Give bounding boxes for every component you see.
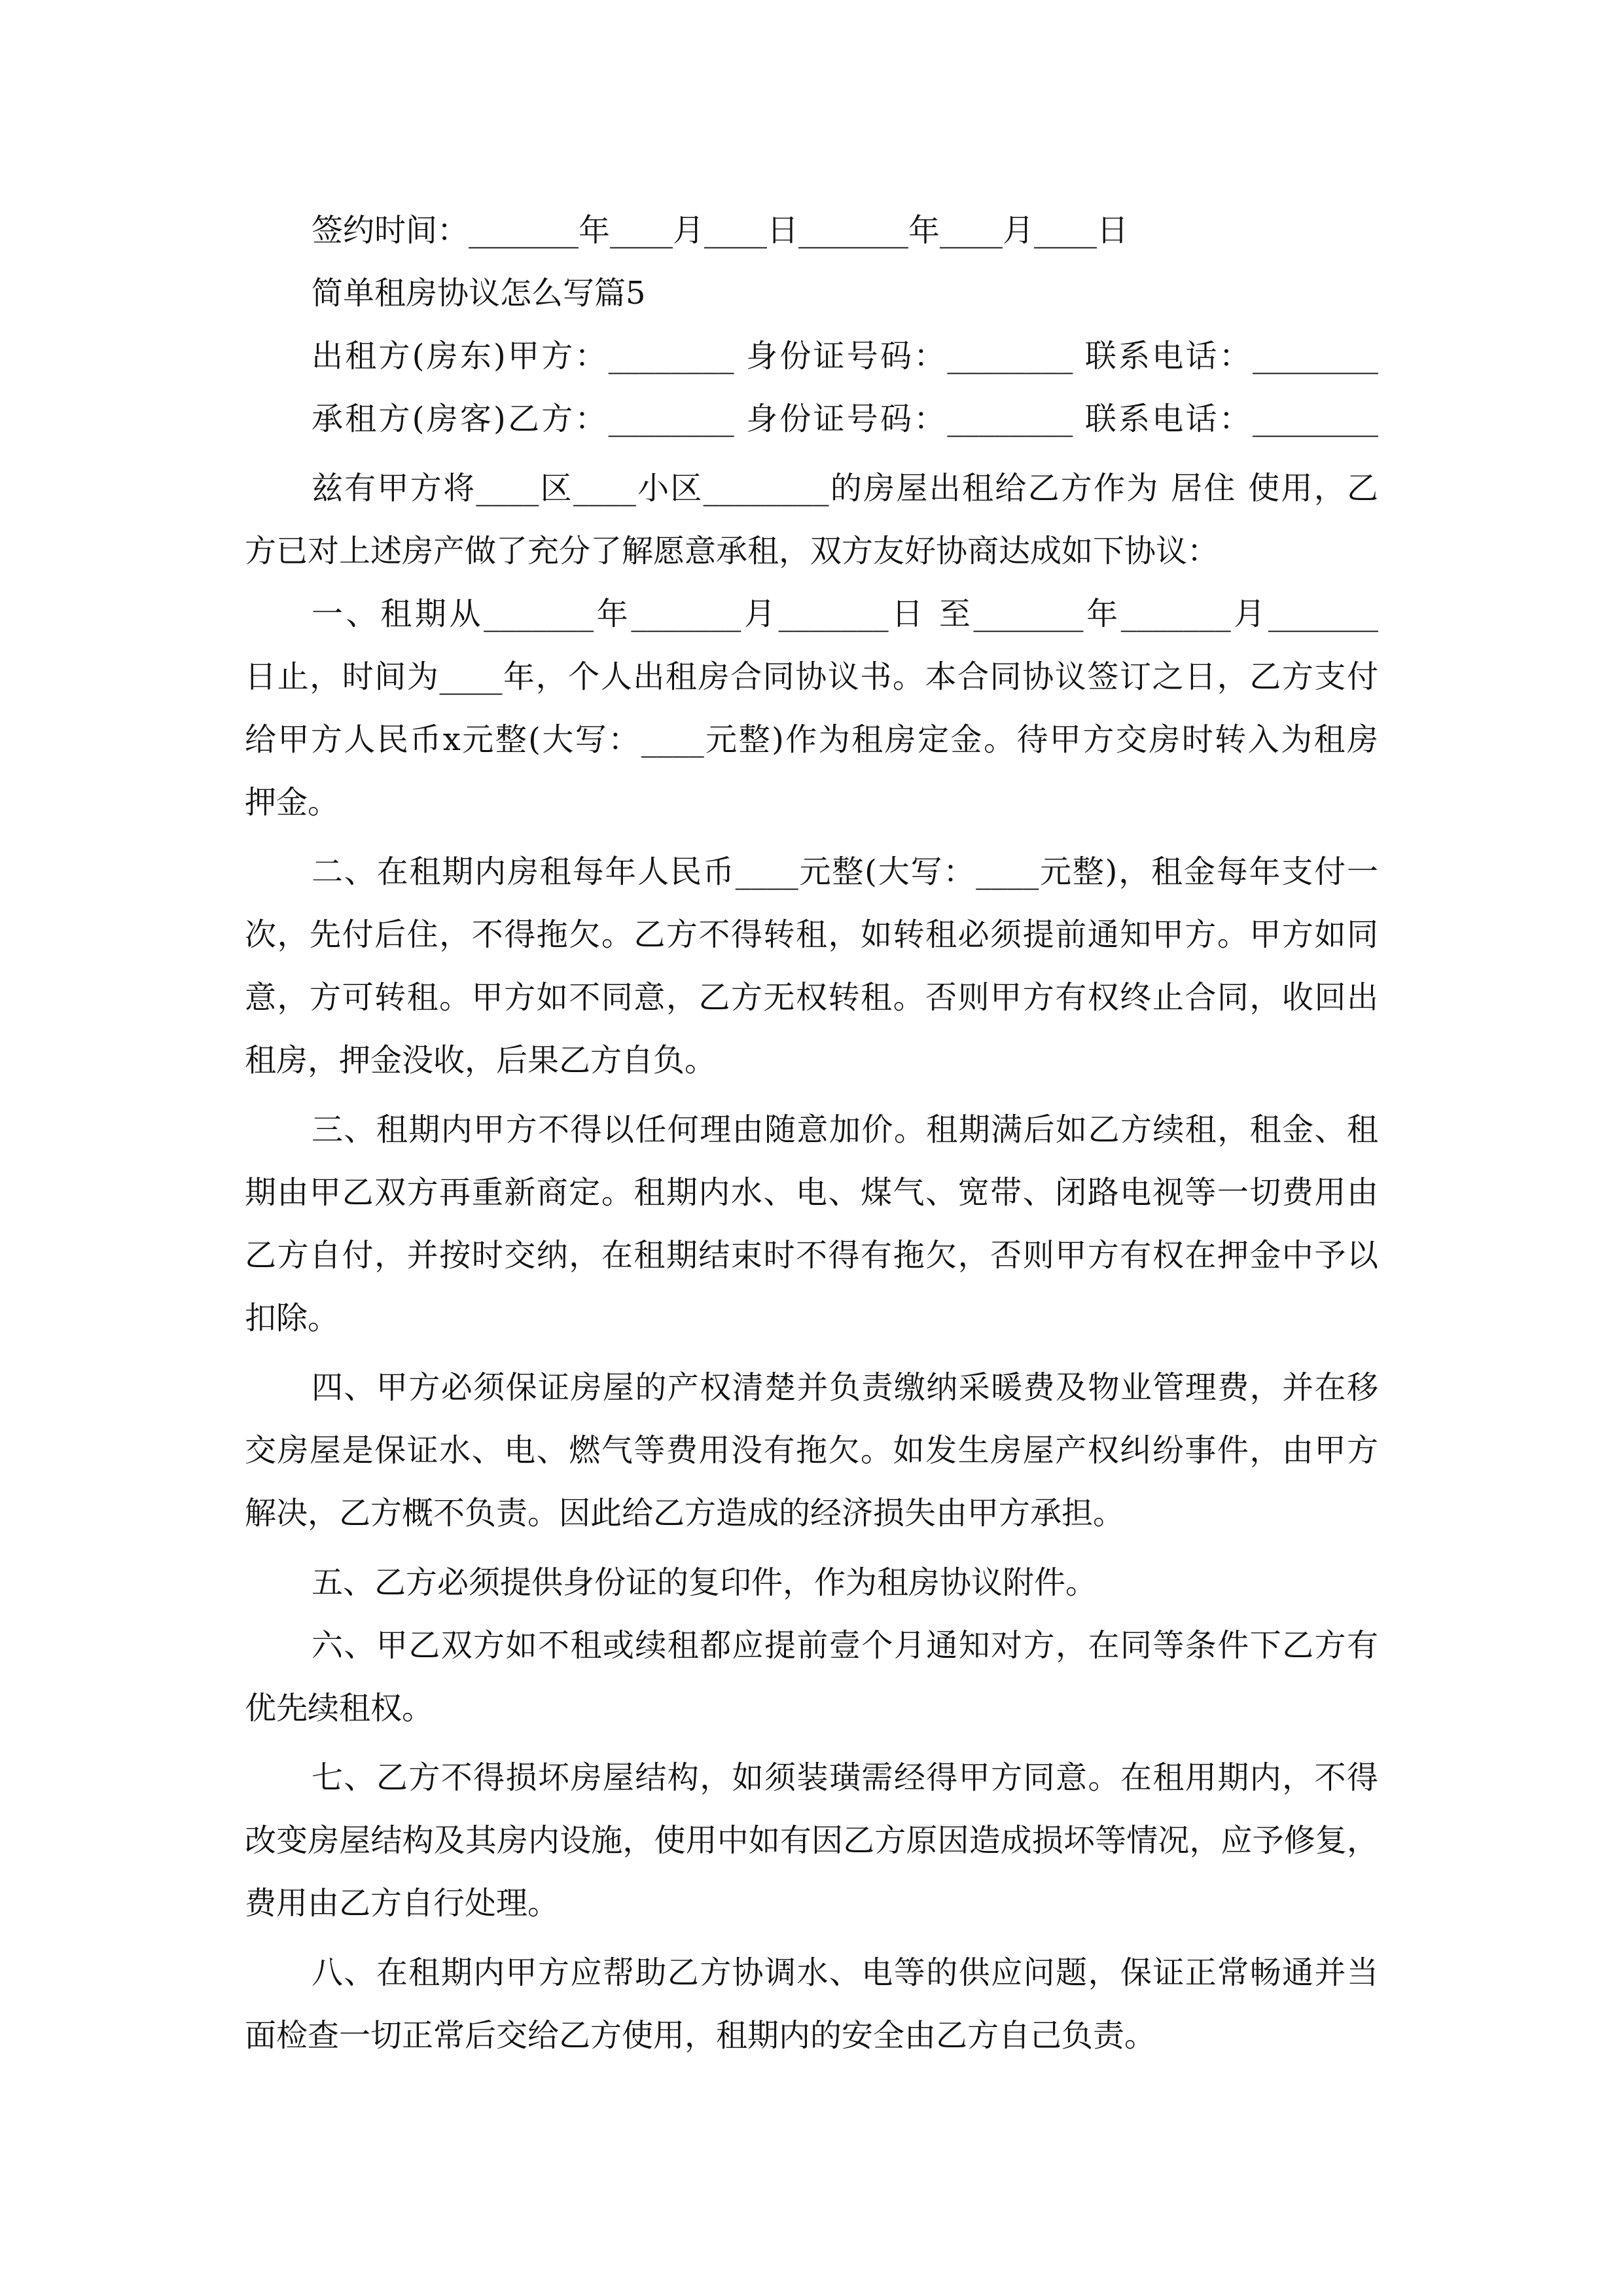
clause-2-line-2: 次，先付后住，不得拖欠。乙方不得转租，如转租必须提前通知甲方。甲方如同	[245, 916, 1378, 953]
clause-3-line-2: 期由甲乙双方再重新商定。租期内水、电、煤气、宽带、闭路电视等一切费用由	[245, 1174, 1378, 1211]
clause-1-line-4: 押金。	[245, 784, 340, 821]
clause-7-line-3: 费用由乙方自行处理。	[245, 1885, 560, 1922]
clause-7-line-1: 七、乙方不得损坏房屋结构，如须装璜需经得甲方同意。在租用期内，不得	[312, 1759, 1378, 1796]
clause-3-line-1: 三、租期内甲方不得以任何理由随意加价。租期满后如乙方续租，租金、租	[312, 1111, 1378, 1148]
clause-1-line-2: 日止，时间为____年，个人出租房合同协议书。本合同协议签订之日，乙方支付	[245, 658, 1378, 695]
section-heading: 简单租房协议怎么写篇5	[312, 275, 646, 312]
clause-8-line-1: 八、在租期内甲方应帮助乙方协调水、电等的供应问题，保证正常畅通并当	[312, 1954, 1378, 1991]
intro-line-2: 方已对上述房产做了充分了解愿意承租，双方友好协商达成如下协议：	[245, 533, 1219, 569]
clause-7-line-2: 改变房屋结构及其房内设施，使用中如有因乙方原因造成损坏等情况，应予修复，	[245, 1822, 1378, 1859]
clause-6-line-1: 六、甲乙双方如不租或续租都应提前壹个月通知对方，在同等条件下乙方有	[312, 1627, 1378, 1664]
clause-4-line-2: 交房屋是保证水、电、燃气等费用没有拖欠。如发生房屋产权纠纷事件，由甲方	[245, 1432, 1378, 1469]
lessee-info-line: 承租方(房客)乙方：________ 身份证号码：________ 联系电话：________	[312, 401, 1378, 437]
clause-5-line-1: 五、乙方必须提供身份证的复印件，作为租房协议附件。	[312, 1564, 1097, 1601]
clause-2-line-1: 二、在租期内房租每年人民币____元整(大写：____元整)，租金每年支付一	[312, 853, 1378, 890]
clause-2-line-3: 意，方可转租。甲方如不同意，乙方无权转租。否则甲方有权终止合同，收回出	[245, 979, 1378, 1016]
clause-1-line-1: 一、租期从_______年_______月_______日 至_______年_______月_______	[312, 596, 1378, 632]
clause-3-line-4: 扣除。	[245, 1300, 340, 1336]
signing-date-line: 签约时间：_______年____月____日_______年____月____日	[312, 212, 1129, 249]
clause-4-line-3: 解决，乙方概不负责。因此给乙方造成的经济损失由甲方承担。	[245, 1495, 1125, 1532]
intro-line-1: 兹有甲方将____区____小区________的房屋出租给乙方作为 居住 使用，乙	[312, 470, 1378, 507]
clause-4-line-1: 四、甲方必须保证房屋的产权清楚并负责缴纳采暖费及物业管理费，并在移	[312, 1369, 1378, 1406]
clause-6-line-2: 优先续租权。	[245, 1690, 434, 1727]
clause-8-line-2: 面检查一切正常后交给乙方使用，租期内的安全由乙方自己负责。	[245, 2017, 1156, 2054]
clause-1-line-3: 给甲方人民币x元整(大写：____元整)作为租房定金。待甲方交房时转入为租房	[245, 721, 1378, 758]
clause-3-line-3: 乙方自付，并按时交纳，在租期结束时不得有拖欠，否则甲方有权在押金中予以	[245, 1237, 1378, 1274]
lessor-info-line: 出租方(房东)甲方：________ 身份证号码：________ 联系电话：________	[312, 338, 1378, 374]
clause-2-line-4: 租房，押金没收，后果乙方自负。	[245, 1042, 717, 1079]
